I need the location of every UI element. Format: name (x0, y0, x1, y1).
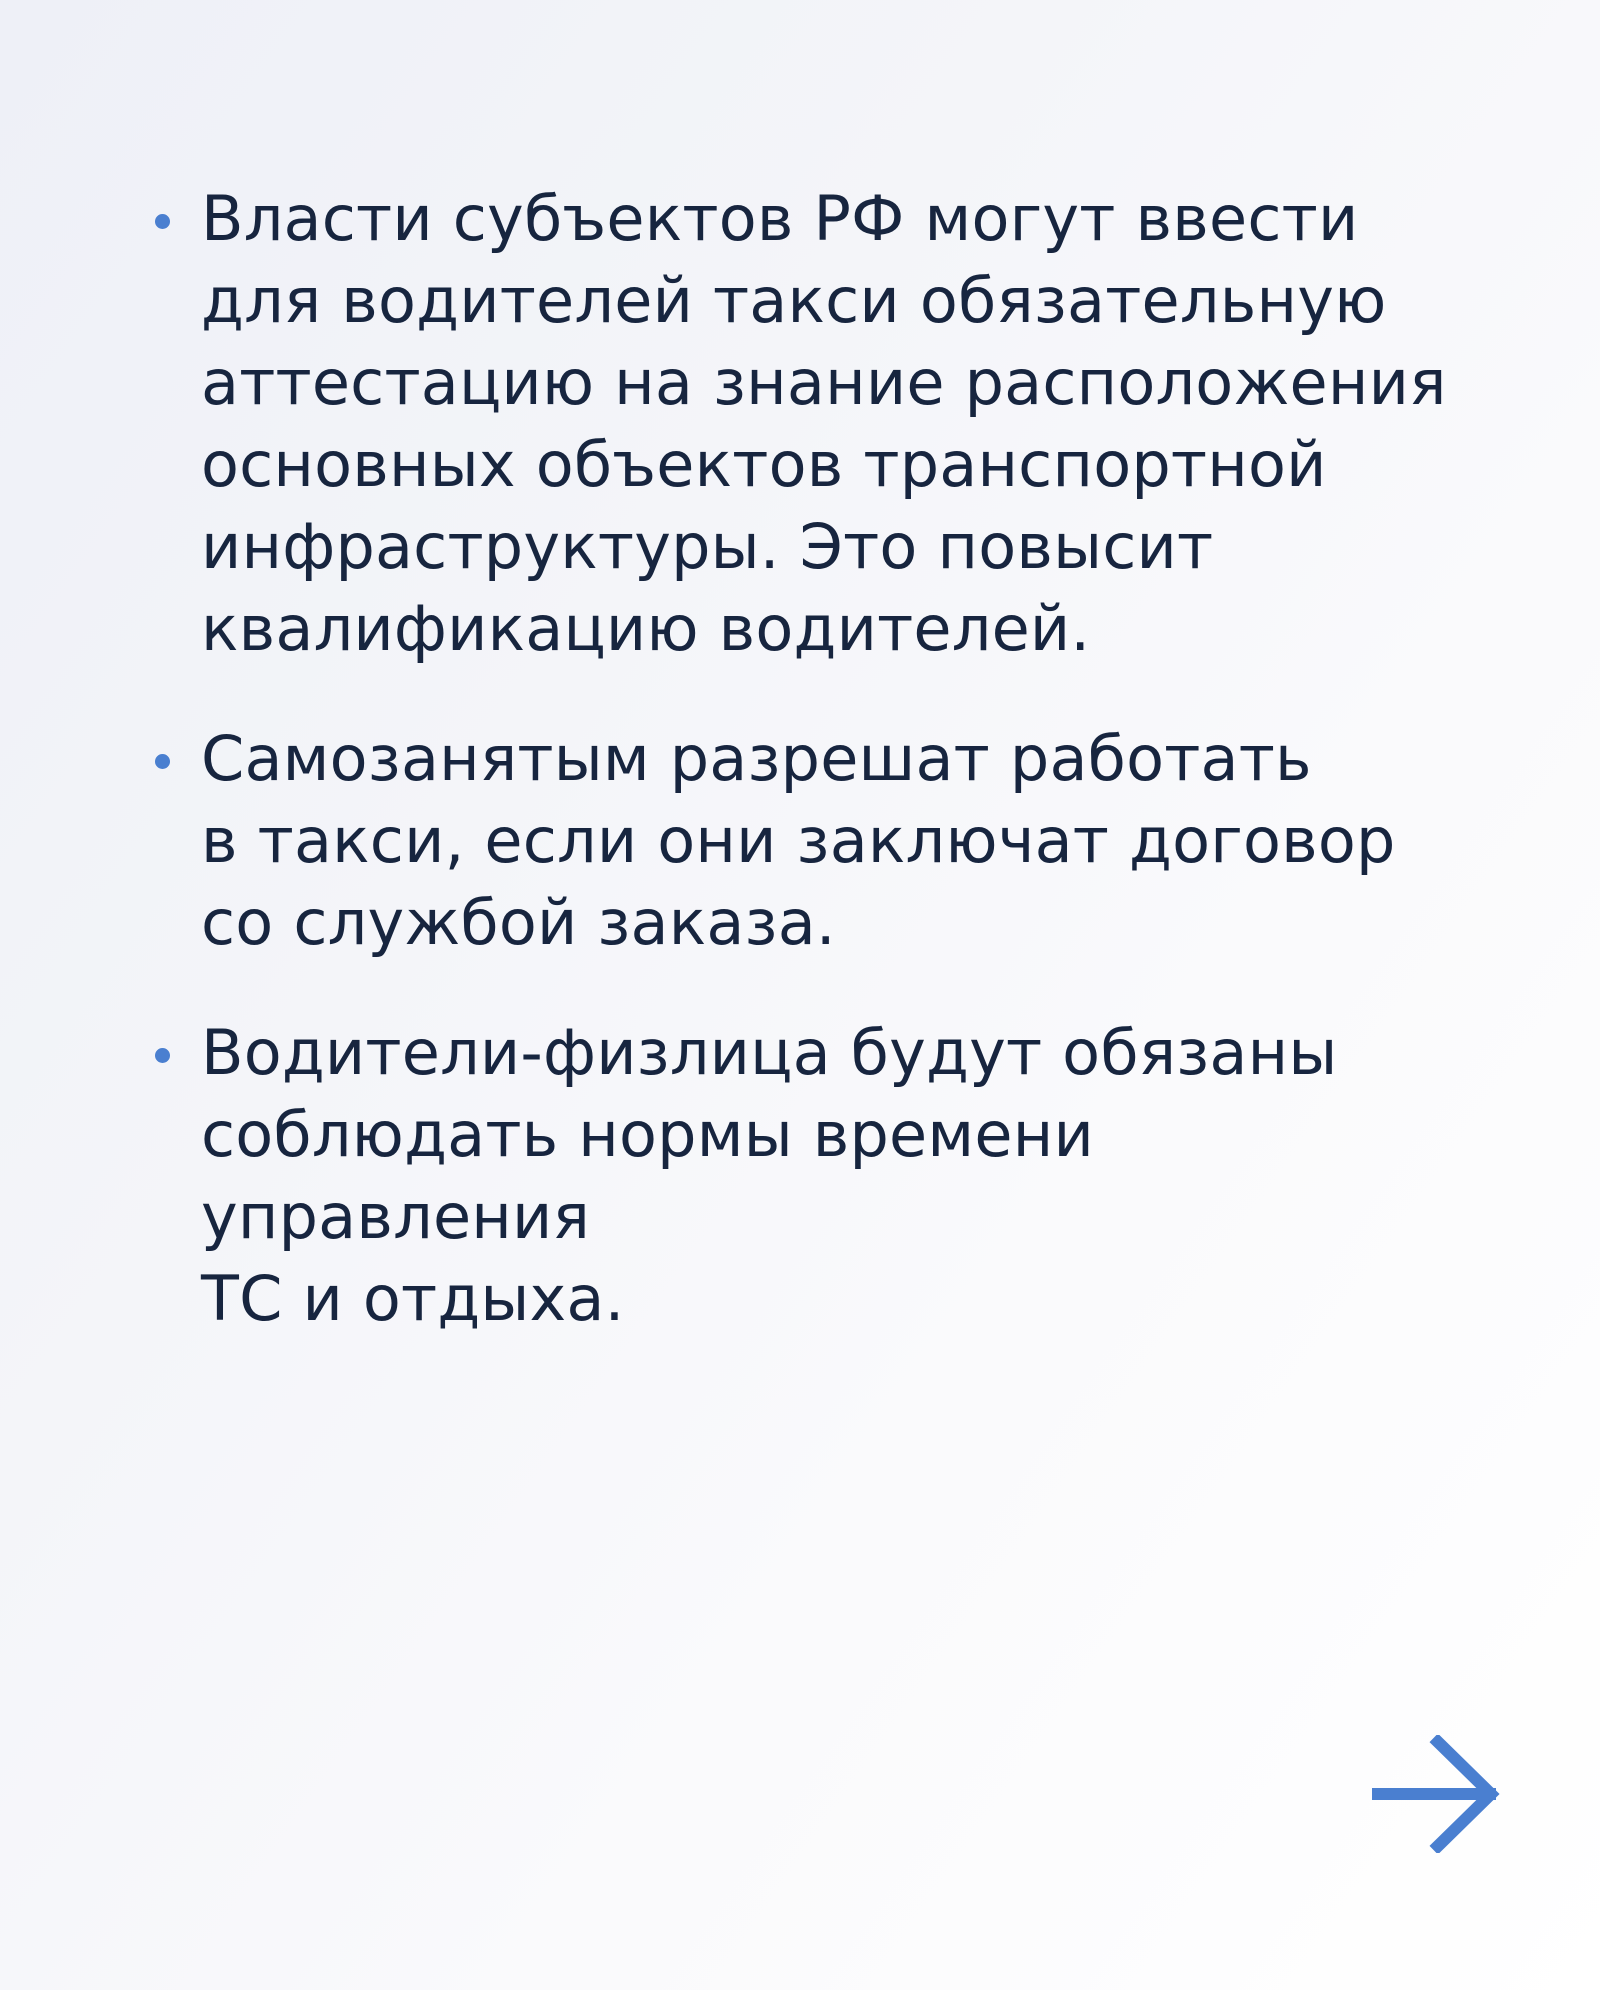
text-line: соблюдать нормы времени управления (201, 1098, 1094, 1253)
text-line: Самозанятым разрешат работать (201, 722, 1312, 795)
list-item (147, 718, 1477, 964)
text-line: основных объектов транспортной (201, 428, 1327, 501)
bullet-dot-icon (155, 1048, 170, 1063)
text-line: Водители-физлица будут обязаны (201, 1016, 1338, 1089)
bullet-text (201, 1012, 1477, 1340)
bullet-dot-icon (155, 754, 170, 769)
bullet-text (201, 178, 1477, 670)
text-line: Власти субъектов РФ могут ввести (201, 182, 1359, 255)
bullet-dot-icon (155, 214, 170, 229)
text-line: квалификацию водителей. (201, 592, 1091, 665)
bullet-text (201, 718, 1477, 964)
list-item (147, 178, 1477, 670)
list-item (147, 1012, 1477, 1340)
text-line: для водителей такси обязательную (201, 264, 1387, 337)
text-line: ТС и отдыха. (201, 1262, 625, 1335)
bullet-list (147, 178, 1477, 1388)
text-line: со службой заказа. (201, 886, 836, 959)
text-line: аттестацию на знание расположения (201, 346, 1447, 419)
arrow-right-icon[interactable] (1372, 1735, 1504, 1853)
text-line: инфраструктуры. Это повысит (201, 510, 1214, 583)
text-line: в такси, если они заключат договор (201, 804, 1396, 877)
